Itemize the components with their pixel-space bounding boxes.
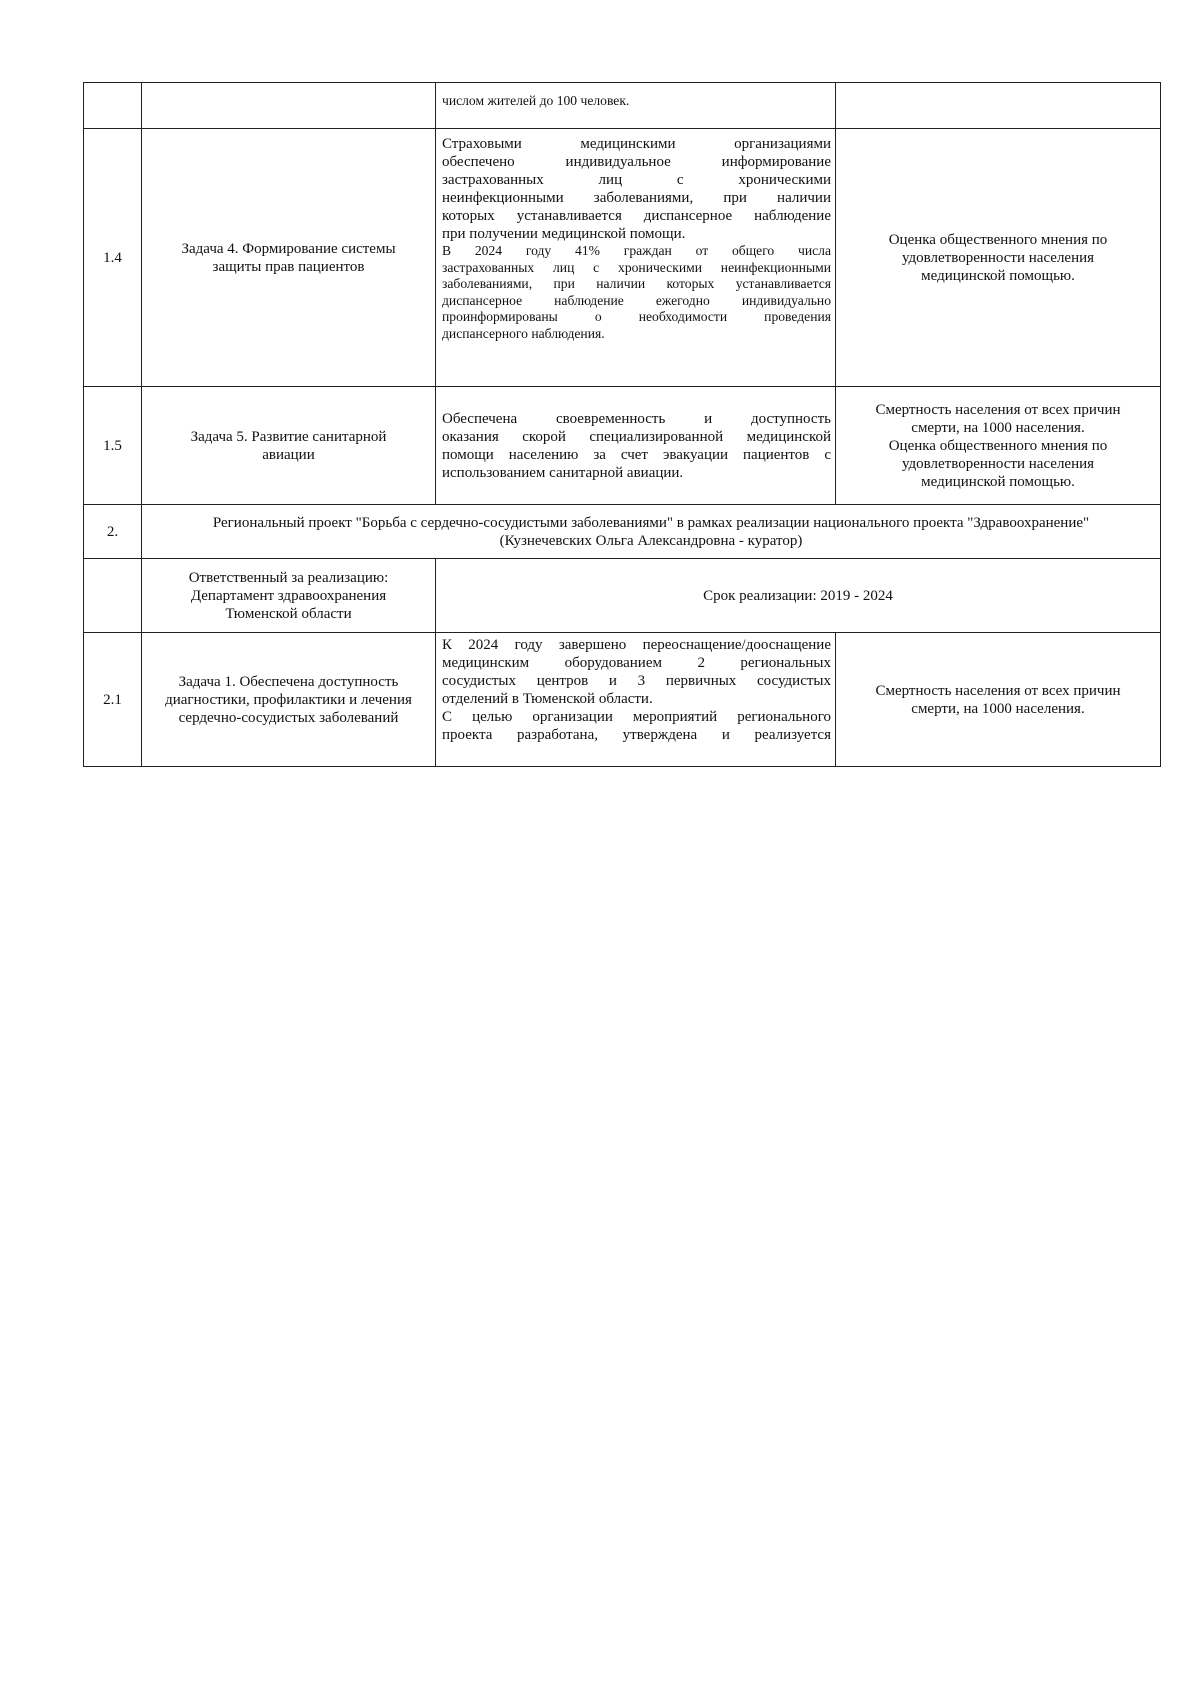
indicator-line: смерти, на 1000 населения. [911, 700, 1085, 717]
row-number-cell [84, 83, 142, 129]
result-line: Обеспечена своевременность и доступность [442, 410, 831, 427]
indicator-line: удовлетворенности населения [901, 249, 1095, 266]
result-line: застрахованных лиц с хроническими [442, 172, 831, 188]
result-line: Страховыми медицинскими организациями [442, 136, 831, 152]
project-title-line: Региональный проект "Борьба с сердечно-сосудистыми заболеваниями" в рамках реализации национального проекта "Здравоохранение" [212, 514, 1090, 531]
project-title-cell [142, 505, 1161, 559]
report-table [83, 82, 1161, 767]
result-line: отделений в Тюменской области. [442, 691, 653, 707]
task-cell [142, 83, 436, 129]
indicator-cell [836, 387, 1161, 505]
result-line: помощи населению за счет эвакуации пациентов с [442, 446, 831, 463]
indicator-line: медицинской помощью. [921, 473, 1075, 490]
row-number-cell: 2.1 [84, 633, 142, 767]
task-line: диагностики, профилактики и лечения [165, 691, 412, 708]
indicator-line: Оценка общественного мнения по [888, 231, 1108, 248]
table-row [84, 129, 1161, 387]
result-line: К 2024 году завершено переоснащение/дооснащение [442, 637, 831, 653]
result-line: неинфекционными заболеваниями, при наличии [442, 190, 831, 206]
result-line: диспансерного наблюдения. [442, 325, 605, 341]
indicator-cell [836, 83, 1161, 129]
result-line: проинформированы о необходимости проведения [442, 309, 831, 324]
result-line: медицинским оборудованием 2 региональных [442, 655, 831, 671]
table-row [84, 633, 1161, 767]
responsible-line: Тюменской области [225, 605, 352, 622]
task-line: Задача 4. Формирование системы [181, 240, 396, 257]
responsible-line: Департамент здравоохранения [190, 587, 387, 604]
term-cell: Срок реализации: 2019 - 2024 [436, 559, 1161, 633]
result-line: диспансерное наблюдение ежегодно индивидуально [442, 292, 831, 308]
task-cell [142, 633, 436, 767]
task-line: авиации [262, 446, 315, 463]
result-line: оказания скорой специализированной медицинской [442, 428, 831, 445]
indicator-cell [836, 129, 1161, 387]
result-line: использованием санитарной авиации. [442, 464, 684, 481]
result-line: С целью организации мероприятий регионального [442, 709, 831, 725]
project-curator-line: (Кузнечевских Ольга Александровна - куратор) [499, 532, 803, 549]
indicator-line: Оценка общественного мнения по [888, 437, 1108, 454]
task-line: сердечно-сосудистых заболеваний [178, 709, 399, 726]
task-line: Задача 5. Развитие санитарной [190, 428, 387, 445]
row-number-cell: 1.4 [84, 129, 142, 387]
result-line: заболеваниями, при наличии которых устанавливается [442, 276, 831, 291]
row-number-cell: 2. [84, 505, 142, 559]
result-line: числом жителей до 100 человек. [442, 93, 630, 108]
indicator-cell [836, 633, 1161, 767]
result-cell [436, 387, 836, 505]
result-line: проекта разработана, утверждена и реализуется [442, 727, 831, 743]
indicator-line: медицинской помощью. [921, 267, 1075, 284]
result-line: обеспечено индивидуальное информирование [442, 154, 831, 170]
result-cell [436, 83, 836, 129]
table-row [84, 505, 1161, 559]
result-cell [436, 633, 836, 767]
task-cell [142, 387, 436, 505]
document-page [83, 82, 1160, 767]
row-number-cell [84, 559, 142, 633]
responsible-line: Ответственный за реализацию: [188, 569, 389, 586]
table-row [84, 559, 1161, 633]
task-line: защиты прав пациентов [212, 258, 365, 275]
result-line: которых устанавливается диспансерное наблюдение [442, 208, 831, 224]
indicator-line: удовлетворенности населения [901, 455, 1095, 472]
result-cell [436, 129, 836, 387]
table-row [84, 83, 1161, 129]
indicator-line: смерти, на 1000 населения. [911, 419, 1085, 436]
result-line: В 2024 году 41% граждан от общего числа [442, 243, 831, 258]
task-cell [142, 129, 436, 387]
row-number-cell: 1.5 [84, 387, 142, 505]
task-line: Задача 1. Обеспечена доступность [178, 673, 399, 690]
responsible-cell [142, 559, 436, 633]
result-line: при получении медицинской помощи. [442, 226, 686, 242]
indicator-line: Смертность населения от всех причин [875, 682, 1121, 699]
indicator-line: Смертность населения от всех причин [875, 401, 1121, 418]
table-row [84, 387, 1161, 505]
result-line: застрахованных лиц с хроническими неинфекционными [442, 259, 831, 275]
result-line: сосудистых центров и 3 первичных сосудистых [442, 673, 831, 689]
